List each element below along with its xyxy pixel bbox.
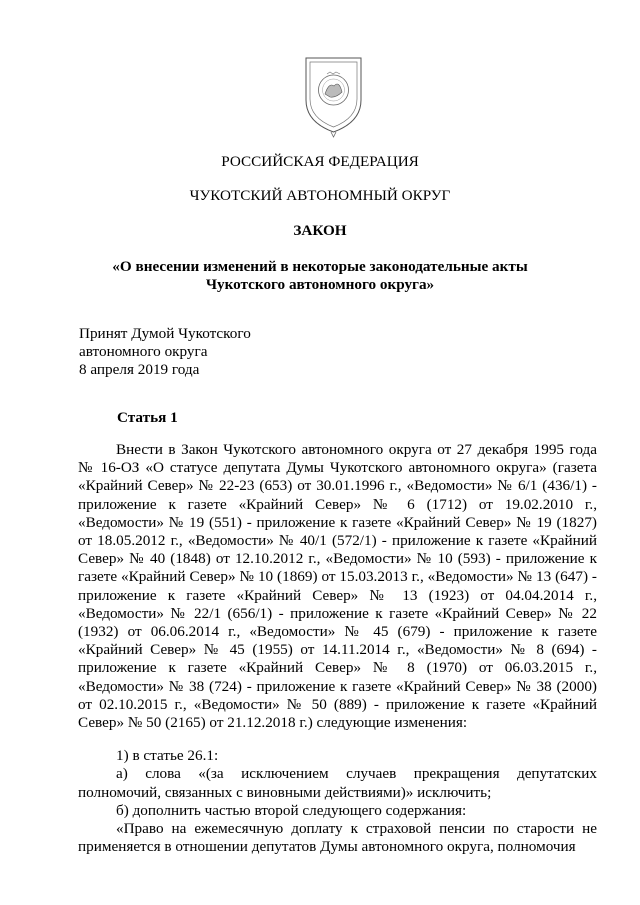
adoption-line-1: Принят Думой Чукотского — [79, 325, 251, 342]
country-heading: РОССИЙСКАЯ ФЕДЕРАЦИЯ — [221, 153, 419, 170]
item-1: 1) в статье 26.1: — [116, 747, 219, 765]
region-heading: ЧУКОТСКИЙ АВТОНОМНЫЙ ОКРУГ — [189, 187, 451, 204]
item-1b-quoted-text: «Право на ежемесячную доплату к страховой пенсии по старости не применяется в отношении депутатов Думы автономного округа, полномочия — [78, 820, 597, 856]
adoption-date: 8 апреля 2019 года — [79, 361, 200, 378]
item-1a: а) слова «(за исключением случаев прекращения депутатских полномочий, связанных с виновными действиями)» исключить; — [78, 765, 597, 801]
law-title — [0, 258, 640, 294]
adoption-line-2: автономного округа — [79, 343, 208, 360]
coat-of-arms-emblem — [296, 52, 371, 138]
adoption-block — [79, 325, 251, 379]
article-body — [78, 441, 597, 856]
law-title-line-2: Чукотского автономного округа» — [205, 276, 435, 293]
item-1b: б) дополнить частью второй следующего содержания: — [116, 801, 467, 819]
law-title-line-1: «О внесении изменений в некоторые законодательные акты — [112, 258, 528, 275]
article-heading: Статья 1 — [117, 409, 178, 426]
document-type-heading: ЗАКОН — [293, 222, 347, 239]
article-intro-paragraph: Внести в Закон Чукотского автономного округа от 27 декабря 1995 года № 16-ОЗ «О статусе депутата Думы Чукотского автономного округа» (газета «Крайний Север» № 22-23 (653) от 30.01.1996 г., «Ведомости» № 6/1 (436/1) - приложение к газете «Крайний Север» № 6 (1712) от 19.02.2010 г., «Ведомости» № 19 (551) - приложение к газете «Крайний Север» № 19 (1827) от 18.05.2012 г., «Ведомости» № 40/1 (572/1) - приложение к газете «Крайний Север» № 40 (1848) от 12.10.2012 г., «Ведомости» № 10 (593) - приложение к газете «Крайний Север» № 10 (1869) от 15.03.2013 г., «Ведомости» № 13 (647) - приложение к газете «Крайний Север» № 13 (1923) от 04.04.2014 г., «Ведомости» № 22/1 (656/1) - приложение к газете «Крайний Север» № 22 (1932) от 06.06.2014 г., «Ведомости» № 45 (679) - приложение к газете «Крайний Север» № 45 (1955) от 14.11.2014 г., «Ведомости» № 8 (694) - приложение к газете «Крайний Север» № 8 (1970) от 06.03.2015 г., «Ведомости» № 38 (724) - приложение к газете «Крайний Север» № 38 (2000) от 02.10.2015 г., «Ведомости» № 50 (889) - приложение к газете «Крайний Север» № 50 (2165) от 21.12.2018 г.) следующие изменения: — [78, 441, 597, 732]
